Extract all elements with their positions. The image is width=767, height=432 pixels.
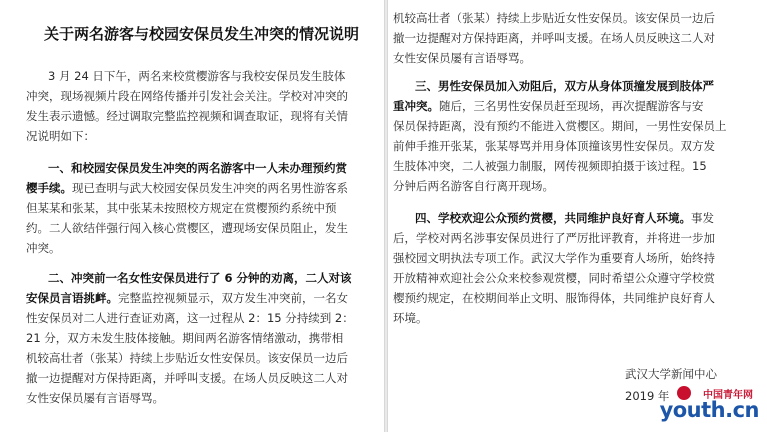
watermark-bottom-text: youth.cn [659,398,759,422]
signature-date: 2019 年 [625,389,670,403]
section-3-line: 分钟后两名游客自行离开现场。 [393,179,554,193]
section-3 [393,76,765,196]
section-4-heading-tail: 事发 [691,211,714,225]
youth-cn-watermark [659,384,761,428]
section-4-line: 环境。 [393,311,428,325]
intro-paragraph [26,66,381,146]
section-2-heading: 二、冲突前一名女性安保员进行了 6 分钟的劝离，二人对该 [48,271,352,285]
section-1-heading-tail: 樱手续。 [26,181,72,195]
section-4 [393,208,765,328]
section-4-line: 后，学校对两名涉事安保员进行了严厉批评教育，并将进一步加 [393,231,715,245]
continued-line: 机较高壮者（张某）持续上步贴近女性安保员。该安保员一边后 [393,11,715,25]
section-1-line: 冲突。 [26,241,61,255]
right-page [389,0,767,432]
section-1-body-first: 现已查明与武大校园安保员发生冲突的两名男性游客系 [72,181,348,195]
section-2-line: 女性安保员屡有言语辱骂。 [26,391,164,405]
intro-line: 3 月 24 日下午，两名来校赏樱游客与我校安保员发生肢体 [48,69,346,83]
intro-line: 发生表示遗憾。经过调取完整监控视频和调查取证，现将有关情 [26,109,348,123]
intro-line: 况说明如下： [26,129,95,143]
section-2-line: 机较高壮者（张某）持续上步贴近女性安保员。该安保员一边后 [26,351,348,365]
intro-line: 冲突，现场视频片段在网络传播并引发社会关注。学校对冲突的 [26,89,348,103]
section-3-line: 保员保持距离，没有预约不能进入赏樱区。期间，一男性安保员上 [393,119,727,133]
continued-paragraph [393,8,765,68]
section-3-line: 前伸手推开张某，张某辱骂并用身体顶撞该男性安保员。双方发 [393,139,715,153]
continued-line: 撤一边提醒对方保持距离，并呼叫支援。在场人员反映这二人对 [393,31,715,45]
section-2-line: 撤一边提醒对方保持距离，并呼叫支援。在场人员反映这二人对 [26,371,348,385]
section-3-heading: 三、男性安保员加入劝阻后，双方从身体顶撞发展到肢体严 [415,79,714,93]
section-3-body-first: 随后，三名男性安保员赶至现场，再次提醒游客与安 [439,99,704,113]
section-2-body-first: 完整监控视频显示，双方发生冲突前，一名女 [118,291,348,305]
section-4-line: 樱预约规定，在校期间举止文明、服饰得体，共同维护良好育人 [393,291,715,305]
left-page [0,0,383,432]
document-title: 关于两名游客与校园安保员发生冲突的情况说明 [44,25,360,43]
section-4-heading: 四、学校欢迎公众预约赏樱，共同维护良好育人环境。 [415,211,691,225]
section-1-line: 约。二人欲结伴强行闯入核心赏樱区，遭现场安保员阻止，发生 [26,221,348,235]
continued-line: 女性安保员屡有言语辱骂。 [393,51,531,65]
watermark-top-text: 中国青年网 [703,390,753,401]
section-4-line: 开放精神欢迎社会公众来校参观赏樱，同时希望公众遵守学校赏 [393,271,715,285]
page-fold-divider [384,0,388,432]
section-2-heading-tail: 安保员言语挑衅。 [26,291,118,305]
section-3-line: 生肢体冲突，二人被强力制服，网传视频即拍摄于该过程。15 [393,159,707,173]
section-1-heading: 一、和校园安保员发生冲突的两名游客中一人未办理预约赏 [48,161,347,175]
section-1-line: 但某某和张某，其中张某未按照校方规定在赏樱预约系统中预 [26,201,337,215]
section-3-heading-tail: 重冲突。 [393,99,439,113]
section-2-line: 21 分，双方未发生肢体接触。期间两名游客情绪激动，携带相 [26,331,344,345]
section-2-line: 性安保员对二人进行查证劝离，这一过程从 2：15 分持续到 2： [26,311,354,325]
section-4-line: 强校园文明执法专项工作。武汉大学作为重要育人场所，始终持 [393,251,715,265]
section-1 [26,158,381,258]
signature-organization: 武汉大学新闻中心 [625,367,717,381]
section-2 [26,268,381,408]
